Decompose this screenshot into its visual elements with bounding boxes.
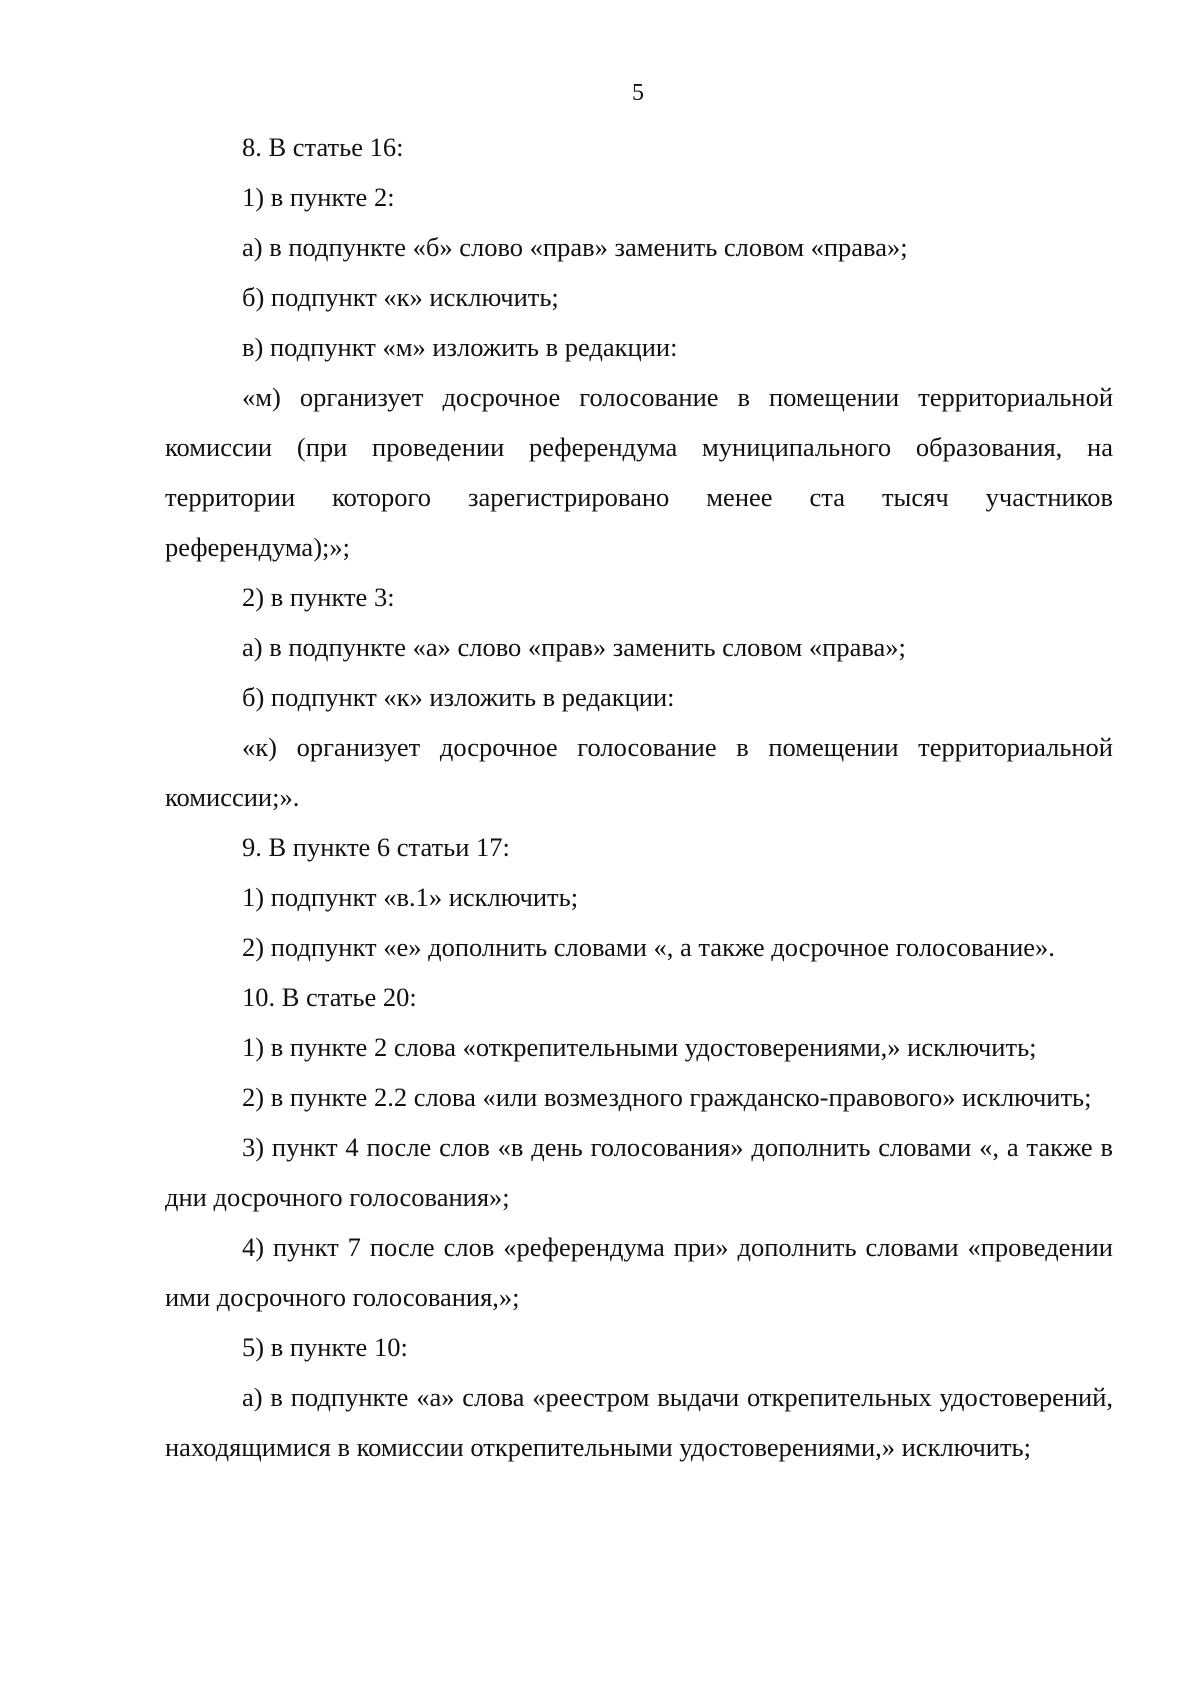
list-item: 3) пункт 4 после слов «в день голосования» дополнить словами «, а также в дни досрочного голосования»; [165,1132,1113,1212]
list-item: а) в подпункте «а» слова «реестром выдачи открепительных удостоверений, находящимися в комиссии открепительными удостоверениями,» исключить; [165,1382,1113,1462]
list-item: 2) в пункте 2.2 слова «или возмездного гражданско-правового» исключить; [242,1082,1092,1112]
list-item: 5) в пункте 10: [242,1332,408,1362]
list-item: 2) подпункт «е» дополнить словами «, а также досрочное голосование». [242,932,1055,962]
list-item: 1) в пункте 2 слова «открепительными удостоверениями,» исключить; [242,1032,1037,1062]
quoted-amendment: «м) организует досрочное голосование в помещении территориальной комиссии (при проведении референдума муниципального образования, на территории которого зарегистрировано менее ста тысяч участников референдума);»; [165,382,1113,562]
list-item: б) подпункт «к» изложить в редакции: [242,682,675,712]
section-10-heading: 10. В статье 20: [242,982,417,1012]
list-item: 4) пункт 7 после слов «референдума при» дополнить словами «проведении ими досрочного голосования,»; [165,1232,1113,1312]
page-number: 5 [632,80,644,106]
section-9-heading: 9. В пункте 6 статьи 17: [242,832,510,862]
list-item: 1) в пункте 2: [242,182,395,212]
document-body [165,122,1113,1472]
list-item: 2) в пункте 3: [242,582,395,612]
list-item: а) в подпункте «а» слово «прав» заменить словом «права»; [242,632,906,662]
list-item: 1) подпункт «в.1» исключить; [242,882,579,912]
section-8-heading: 8. В статье 16: [242,132,404,162]
list-item: а) в подпункте «б» слово «прав» заменить словом «права»; [242,232,908,262]
list-item: б) подпункт «к» исключить; [242,282,559,312]
quoted-amendment: «к) организует досрочное голосование в помещении территориальной комиссии;». [165,732,1113,812]
list-item: в) подпункт «м» изложить в редакции: [242,332,678,362]
